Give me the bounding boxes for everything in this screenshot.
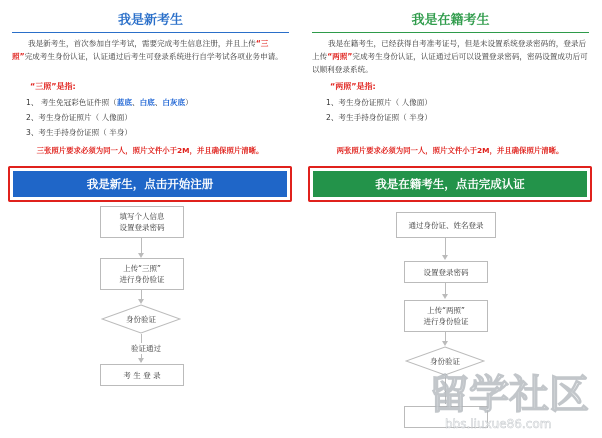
decision-label: 身份验证 [126, 315, 156, 324]
flow-text: 填写个人信息 [119, 212, 165, 221]
requirement-item-1: 1、 考生免冠彩色证件照（蓝底、白底、白灰底） [26, 98, 193, 107]
flow-text: 进行身份验证 [423, 317, 469, 326]
arrow-down-icon [442, 255, 448, 260]
flow-step-id-login: 通过身份证、姓名登录 [396, 212, 496, 238]
flow-step-upload [100, 258, 184, 290]
requirement-item-2: 2、考生身份证照片（ 人像面） [26, 113, 132, 122]
arrow-down-icon [138, 358, 144, 363]
enrolled-student-title: 我是在籍考生 [411, 13, 490, 28]
flow-text: 进行身份验证 [119, 275, 165, 284]
register-button[interactable]: 我是新生，点击开始注册 [13, 171, 287, 197]
title-divider [12, 32, 289, 33]
enrolled-student-intro [312, 37, 588, 76]
intro-text: 我是在籍考生，已经获得自考准考证号，但是未设置系统登录密码的，登录后上传 [312, 39, 587, 61]
requirement-item-1: 1、考生身份证照片（ 人像面） [326, 98, 432, 107]
site-watermark [425, 362, 597, 434]
verify-button[interactable]: 我是在籍考生，点击完成认证 [313, 171, 587, 197]
flow-step-set-password: 设置登录密码 [404, 261, 488, 283]
intro-highlight: “三照” [12, 39, 269, 61]
photo-warning: 三张照片要求必须为同一人，照片文件小于2M，并且确保照片清晰。 [36, 146, 264, 155]
photo-warning: 两张照片要求必须为同一人，照片文件小于2M，并且确保照片清晰。 [336, 146, 564, 155]
requirement-item-2: 2、考生手持身份证照（ 半身） [326, 113, 432, 122]
flow-step-fill-info [100, 206, 184, 238]
watermark-small-text: bbs.liuxue86.com [445, 417, 552, 431]
decision-label: 身份验证 [430, 357, 460, 366]
item-text-end: ） [185, 98, 193, 107]
title-divider [312, 32, 589, 33]
flow-step-login: 考 生 登 录 [100, 364, 184, 386]
flow-text: 上传“三照” [123, 264, 161, 273]
flow-step-upload [404, 300, 488, 332]
verify-button-frame [308, 166, 592, 202]
flow-text: 上传“两照” [427, 306, 465, 315]
intro-text-rest: 完成考生身份认证，认证通过后可以设置登录密码，密码设置成功后可以顺利登录系统。 [312, 52, 588, 74]
item-text: 1、 考生免冠彩色证件照（ [26, 98, 117, 107]
flow-text: 设置登录密码 [119, 223, 165, 232]
intro-text: 我是新考生，首次参加自学考试，需要完成考生信息注册，并且上传 [28, 39, 256, 48]
three-photos-subtitle: “三照”是指: [30, 82, 76, 91]
flow-connector [445, 237, 446, 257]
intro-highlight: “两照” [327, 52, 353, 61]
pass-label: 验证通过 [131, 344, 161, 353]
intro-text-rest: 完成考生身份认证，认证通过后考生可登录系统进行自学考试各项业务申请。 [24, 52, 283, 61]
new-student-panel [8, 0, 293, 438]
new-student-title: 我是新考生 [117, 13, 183, 28]
tag-blue-bg: 蓝底 [116, 98, 132, 107]
new-student-intro [12, 37, 288, 63]
register-button-frame [8, 166, 292, 202]
tag-white-bg: 白底 [139, 98, 155, 107]
tag-grey-bg: 白灰底 [162, 98, 186, 107]
watermark-big-text: 留学社区 [429, 372, 589, 418]
requirement-item-3: 3、考生手持身份证照（ 半身） [26, 128, 132, 137]
arrow-down-icon [442, 294, 448, 299]
two-photos-subtitle: “两照”是指: [330, 82, 376, 91]
